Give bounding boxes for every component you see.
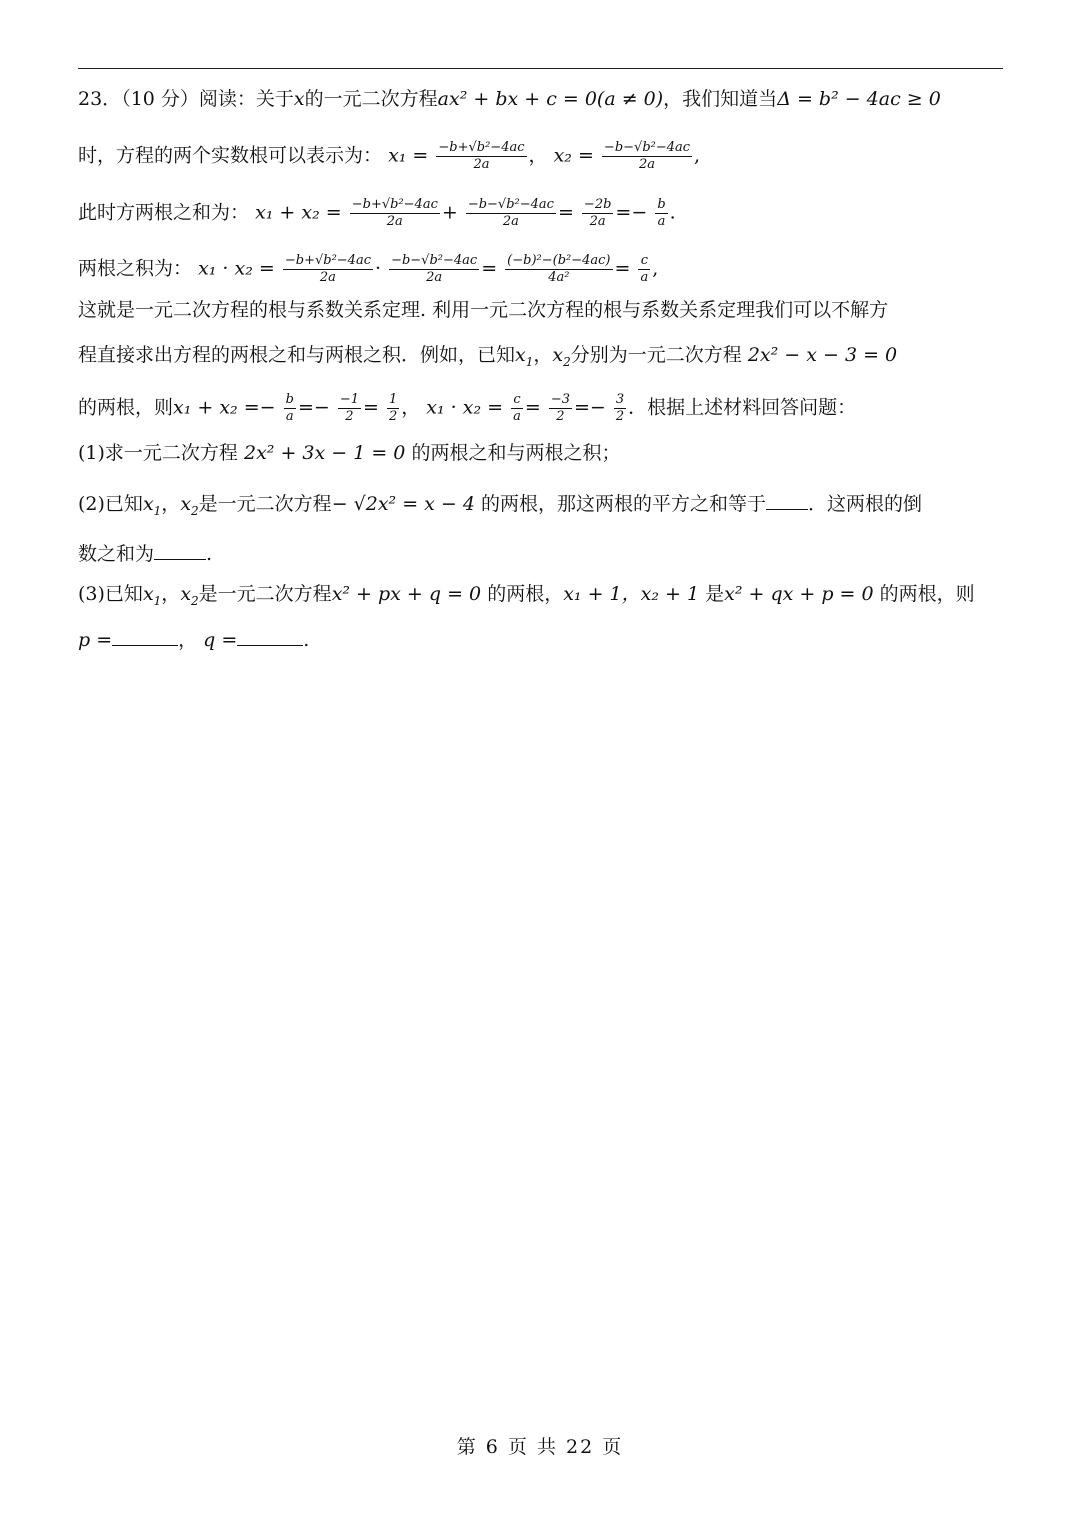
- paragraph-theorem: 这就是一元二次方程的根与系数关系定理. 利用一元二次方程的根与系数关系定理我们可以不解方: [78, 299, 889, 321]
- sub-question-2-cont: 数之和为 .: [78, 543, 213, 565]
- sum-formula-line: 此时方两根之和为： x₁ + x₂ = $\frac{\text{−b+√b²−4ac}}{2a}$ + $\frac{\text{−b−√b²−4ac}}{2a}$ = $\frac{-2b}{2a}$ =− $\frac{b}{a}$ .: [78, 197, 676, 229]
- sub-question-2: (2)已知$x_1$，$x_2$是一元二次方程− √2x² = x − 4 的两根，那这两根的平方之和等于 ．这两根的倒: [78, 493, 923, 518]
- root2-fraction: $\frac{\text{−b−√b²−4ac}}{2a}$: [603, 140, 691, 172]
- answer-blank-reciprocal-sum[interactable]: [154, 543, 206, 560]
- question-number: 23．: [78, 88, 122, 110]
- answer-blank-q[interactable]: [237, 629, 303, 646]
- product-formula-line: 两根之积为： x₁ · x₂ = $\frac{\text{−b+√b²−4ac}}{2a}$ · $\frac{\text{−b−√b²−4ac}}{2a}$ = $\frac{\text{(−b)²−(b²−4ac)}}{\text{4a²}}$ = $\frac{c}{a}$ ,: [78, 253, 659, 285]
- example-equation: 2x² − x − 3 = 0: [747, 344, 898, 366]
- root1-fraction: $\frac{\text{−b+√b²−4ac}}{2a}$: [438, 140, 525, 172]
- sub-question-1: (1)求一元二次方程 2x² + 3x − 1 = 0 的两根之和与两根之积；: [78, 442, 621, 464]
- question-points: （10 分）: [121, 88, 199, 110]
- discriminant: Δ = b² − 4ac ≥ 0: [777, 88, 941, 110]
- answer-blank-p[interactable]: [112, 629, 178, 646]
- sub-question-3-cont: p = ， q = .: [78, 629, 310, 651]
- header-rule: [78, 68, 1003, 69]
- page-footer: 第 6 页 共 22 页: [456, 1436, 624, 1458]
- standard-equation: ax² + bx + c = 0(a ≠ 0): [437, 88, 664, 110]
- sub-question-3: (3)已知$x_1$，$x_2$是一元二次方程x² + px + q = 0 的两根，x₁ + 1，x₂ + 1 是x² + qx + p = 0 的两根，则: [78, 583, 975, 608]
- roots-formula-line: 时，方程的两个实数根可以表示为： x₁ = $\frac{\text{−b+√b²−4ac}}{2a}$ ， x₂ = $\frac{\text{−b−√b²−4ac}}{2a}$ ,: [78, 140, 701, 172]
- answer-blank-sum-squares[interactable]: [766, 493, 808, 510]
- question-intro-line: 23．（10 分）阅读：关于x的一元二次方程ax² + bx + c = 0(a ≠ 0)，我们知道当Δ = b² − 4ac ≥ 0: [78, 88, 941, 110]
- example-solution-line: 的两根，则x₁ + x₂ =− $\frac{b}{a}$ =− $\frac{-1}{2}$ = $\frac{1}{2}$ ， x₁ · x₂ = $\frac{c}{a}$ = $\frac{-3}{2}$ =− $\frac{3}{2}$ ．根据上述材料回答问题：: [78, 392, 857, 424]
- paragraph-example: 程直接求出方程的两根之和与两根之积．例如，已知$x_1$，$x_2$分别为一元二次方程 2x² − x − 3 = 0: [78, 344, 898, 369]
